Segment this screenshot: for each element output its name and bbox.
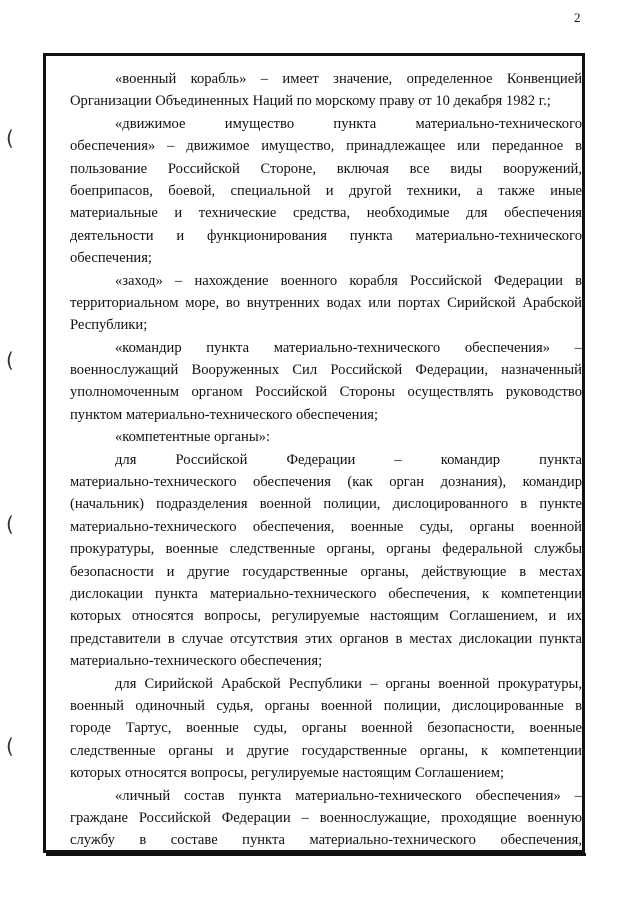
margin-mark: ( bbox=[6, 126, 14, 150]
text-line: пунктом материально-технического обеспечения; bbox=[70, 406, 379, 423]
text-line: дислокации пункта материально-технического обеспечения, к компетенции bbox=[70, 585, 582, 602]
text-line: материально-технического обеспечения (как орган дознания), командир bbox=[70, 474, 582, 491]
text-line: «личный состав пункта материально-технического обеспечения» – bbox=[115, 787, 582, 804]
text-line: которых относятся вопросы, регулируемые настоящим Соглашением, и их bbox=[70, 608, 582, 625]
text-line: деятельности и функционирования пункта материально-технического bbox=[70, 227, 582, 244]
text-line: обеспечения; bbox=[70, 250, 152, 267]
text-line: боеприпасов, боевой, специальной и другой техники, а также иные bbox=[70, 182, 582, 199]
text-line: для Сирийской Арабской Республики – органы военной прокуратуры, bbox=[115, 675, 582, 692]
text-line: обеспечения» – движимое имущество, принадлежащее или переданное в bbox=[70, 138, 582, 155]
text-line: безопасности и другие государственные органы, действующие в местах bbox=[70, 563, 582, 580]
text-line: «компетентные органы»: bbox=[115, 429, 270, 446]
text-line: материально-технического обеспечения; bbox=[70, 653, 323, 670]
text-line: уполномоченным органом Российской Стороны осуществлять руководство bbox=[70, 384, 582, 401]
text-line: (начальник) подразделения военной полиции, дислоцированного в пункте bbox=[70, 496, 582, 513]
text-line: службу в составе пункта материально-технического обеспечения, bbox=[70, 832, 582, 849]
text-line: материальные и технические средства, необходимые для обеспечения bbox=[70, 205, 582, 222]
text-line: «военный корабль» – имеет значение, определенное Конвенцией bbox=[115, 71, 582, 87]
margin-mark: ( bbox=[6, 512, 14, 536]
text-line: «заход» – нахождение военного корабля Российской Федерации в bbox=[115, 272, 582, 289]
margin-mark: ( bbox=[6, 734, 14, 758]
text-line: пользование Российской Стороне, включая все виды вооружений, bbox=[70, 160, 582, 177]
text-line: которых относятся вопросы, регулируемые настоящим Соглашением; bbox=[70, 765, 505, 782]
text-line: граждане Российской Федерации – военнослужащие, проходящие военную bbox=[70, 809, 582, 826]
text-line: «командир пункта материально-технического обеспечения» – bbox=[115, 339, 582, 356]
text-line: территориальном море, во внутренних водах или портах Сирийской Арабской bbox=[70, 294, 582, 311]
text-line: следственные органы и другие государственные органы, к компетенции bbox=[70, 742, 582, 759]
document-body bbox=[70, 68, 582, 852]
text-line: «движимое имущество пункта материально-технического bbox=[115, 115, 582, 132]
text-line: военный одиночный судья, органы военной полиции, дислоцированные в bbox=[70, 697, 582, 714]
text-line: прокуратуры, военные следственные органы, органы федеральной службы bbox=[70, 541, 582, 558]
margin-mark: ( bbox=[6, 348, 14, 372]
text-line: представители в случае отсутствия этих органов в местах дислокации пункта bbox=[70, 630, 582, 647]
page-number: 2 bbox=[574, 10, 581, 25]
text-line: городе Тартус, военные суды, органы военной безопасности, военные bbox=[70, 720, 582, 737]
text-line: материально-технического обеспечения, военные суды, органы военной bbox=[70, 518, 582, 535]
text-line: военнослужащий Вооруженных Сил Российской Федерации, назначенный bbox=[70, 362, 582, 379]
text-line: Республики; bbox=[70, 317, 148, 334]
text-line: Организации Объединенных Наций по морскому праву от 10 декабря 1982 г.; bbox=[70, 93, 551, 110]
text-line: для Российской Федерации – командир пункта bbox=[115, 451, 582, 468]
